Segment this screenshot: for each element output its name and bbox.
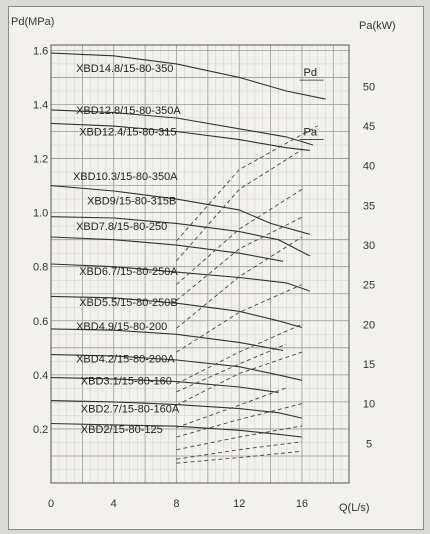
x-tick-label: 4 xyxy=(110,498,117,510)
y-left-tick-label: 1.6 xyxy=(33,45,49,58)
model-label: XBD2/15-80-125 xyxy=(80,423,163,436)
y-right-tick-label: 25 xyxy=(362,279,376,292)
model-label: XBD10.3/15-80-350A xyxy=(72,171,178,184)
model-label: XBD7.8/15-80-250 xyxy=(76,221,168,234)
y-left-tick-label: 0.8 xyxy=(33,261,49,274)
x-axis-title: Q(L/s) xyxy=(339,502,370,514)
y-right-tick-label: 45 xyxy=(362,120,376,133)
y-right-tick-label: 15 xyxy=(362,358,376,371)
x-tick-label: 8 xyxy=(173,498,180,510)
model-label: XBD4.9/15-80-200 xyxy=(76,321,168,334)
pd-curve xyxy=(51,53,326,99)
y-left-tick-label: 1.2 xyxy=(33,153,49,166)
pd-curve-label: Pd xyxy=(303,67,317,80)
y-left-tick-label: 0.4 xyxy=(33,369,49,382)
x-tick-label: 0 xyxy=(47,498,55,510)
model-label: XBD4.2/15-80-200A xyxy=(76,353,175,366)
y-right-tick-label: 50 xyxy=(362,81,376,94)
model-label: XBD12.8/15-80-350A xyxy=(76,104,181,117)
y-left-tick-label: 0.2 xyxy=(33,423,49,436)
model-label: XBD12.4/15-80-315 xyxy=(79,126,177,139)
pump-performance-chart xyxy=(9,7,423,529)
y-left-axis-title: Pd(MPa) xyxy=(11,16,55,28)
model-label: XBD5.5/15-80-250B xyxy=(79,296,178,309)
y-right-axis-title: Pa(kW) xyxy=(359,20,396,32)
x-tick-label: 12 xyxy=(233,498,246,510)
y-left-tick-label: 0.6 xyxy=(33,315,49,328)
model-label: XBD14.8/15-80-350 xyxy=(76,63,174,76)
y-right-tick-label: 35 xyxy=(362,200,376,213)
y-right-tick-label: 20 xyxy=(362,319,376,332)
model-label: XBD9/15-80-315B xyxy=(87,195,177,208)
y-left-tick-label: 1.0 xyxy=(33,207,49,220)
pa-curve-label: Pa xyxy=(303,126,317,139)
x-tick-label: 16 xyxy=(295,498,309,510)
pd-curve xyxy=(51,237,283,261)
chart-frame xyxy=(8,6,424,530)
model-label: XBD3.1/15-80-160 xyxy=(80,375,172,388)
y-left-tick-label: 1.4 xyxy=(33,99,49,112)
model-label: XBD6.7/15-80-250A xyxy=(79,265,178,278)
y-right-tick-label: 10 xyxy=(362,398,376,411)
model-label: XBD2.7/15-80-160A xyxy=(80,403,180,416)
y-right-tick-label: 5 xyxy=(365,438,373,451)
y-right-tick-label: 30 xyxy=(362,239,376,252)
y-right-tick-label: 40 xyxy=(362,160,376,173)
